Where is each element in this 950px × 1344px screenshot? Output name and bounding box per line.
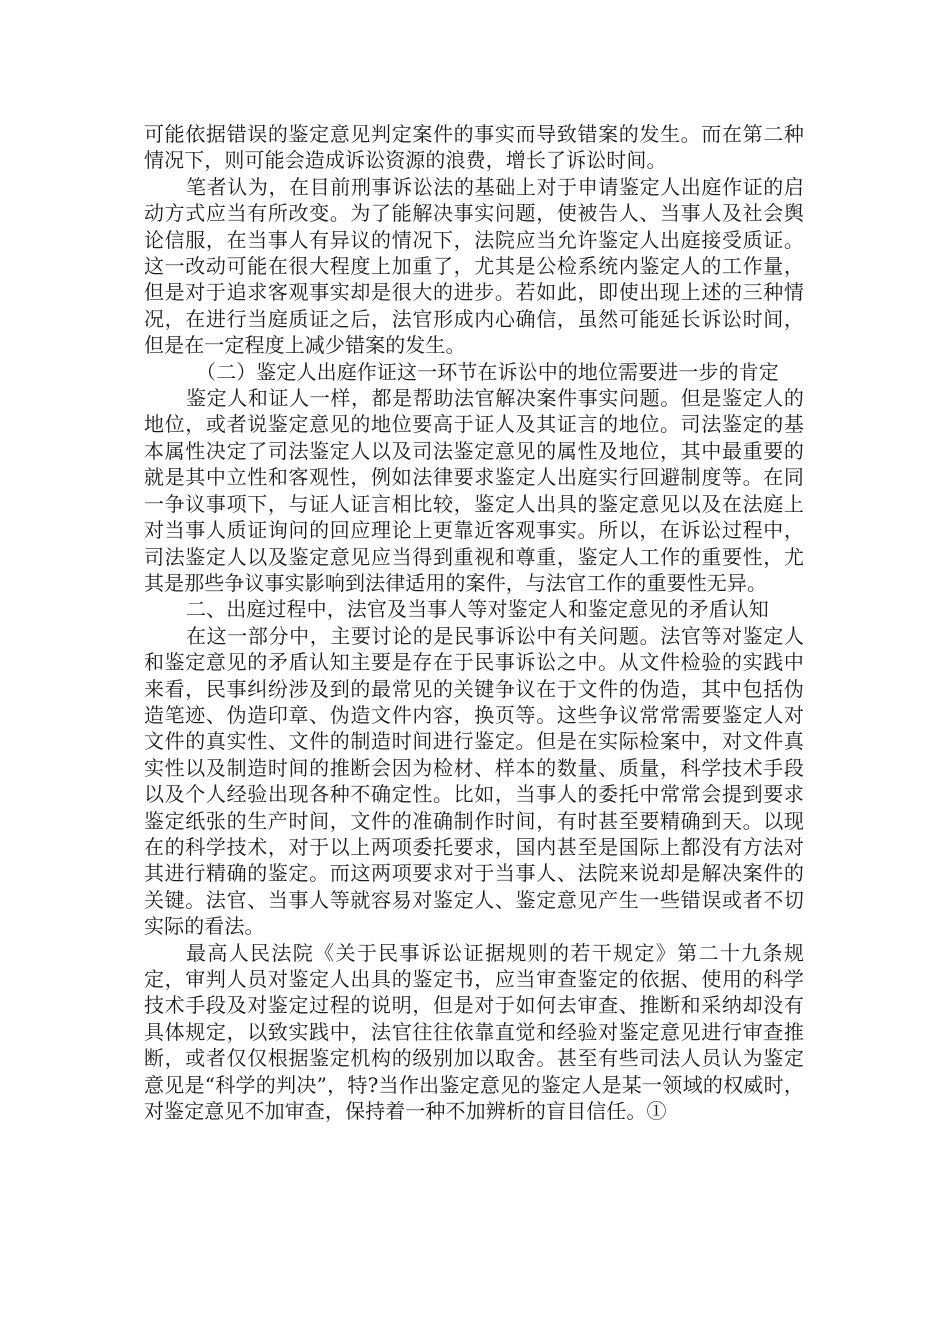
paragraph-civil-litigation: 在这一部分中，主要讨论的是民事诉讼中有关问题。法官等对鉴定人和鉴定意见的矛盾认知主要是存在于民事诉讼之中。从文件检验的实践中来看，民事纠纷涉及到的最常见的关键争议在于文件的伪造，其中包括伪造笔迹、伪造印章、伪造文件内容，换页等。这些争议常常需要鉴定人对文件的真实性、文件的制造时间进行鉴定。但是在实际检案中，对文件真实性以及制造时间的推断会因为检材、样本的数量、质量，科学技术手段以及个人经验出现各种不确定性。比如，当事人的委托中常常会提到要求鉴定纸张的生产时间，文件的准确制作时间，有时甚至要精确到天。以现在的科学技术，对于以上两项委托要求，国内甚至是国际上都没有方法对其进行精确的鉴定。而这两项要求对于当事人、法院来说却是解决案件的关键。法官、当事人等就容易对鉴定人、鉴定意见产生一些错误或者不切实际的看法。 [144,623,804,939]
paragraph-supreme-court-rules: 最高人民法院《关于民事诉讼证据规则的若干规定》第二十九条规定，审判人员对鉴定人出具的鉴定书，应当审查鉴定的依据、使用的科学技术手段及对鉴定过程的说明，但是对于如何去审查、推断和采纳却没有具体规定，以致实践中，法官往往依靠直觉和经验对鉴定意见进行审查推断，或者仅仅根据鉴定机构的级别加以取舍。甚至有些司法人员认为鉴定意见是“科学的判决”，特?当作出鉴定意见的鉴定人是某一领域的权威时，对鉴定意见不加审查，保持着一种不加辨析的盲目信任。① [144,940,804,1124]
section-heading-2: （二）鉴定人出庭作证这一环节在诉讼中的地位需要进一步的肯定 [196,359,779,384]
section-heading-two: 二、出庭过程中，法官及当事人等对鉴定人和鉴定意见的矛盾认知 [186,597,769,622]
paragraph-author-view: 笔者认为，在目前刑事诉讼法的基础上对于申请鉴定人出庭作证的启动方式应当有所改变。为了能解决事实问题，使被告人、当事人及社会舆论信服，在当事人有异议的情况下，法院应当允许鉴定人出庭接受质证。这一改动可能在很大程度上加重了，尤其是公检系统内鉴定人的工作量，但是对于追求客观事实却是很大的进步。若如此，即使出现上述的三种情况，在进行当庭质证之后，法官形成内心确信，虽然可能延长诉讼时间，但是在一定程度上减少错案的发生。 [144,174,804,358]
document-page [144,121,804,1124]
paragraph-continuation: 可能依据错误的鉴定意见判定案件的事实而导致错案的发生。而在第二种情况下，则可能会造成诉讼资源的浪费，增长了诉讼时间。 [144,122,804,173]
paragraph-expert-status: 鉴定人和证人一样，都是帮助法官解决案件事实问题。但是鉴定人的地位，或者说鉴定意见的地位要高于证人及其证言的地位。司法鉴定的基本属性决定了司法鉴定人以及司法鉴定意见的属性及地位，其中最重要的就是其中立性和客观性，例如法律要求鉴定人出庭实行回避制度等。在同一争议事项下，与证人证言相比较，鉴定人出具的鉴定意见以及在法庭上对当事人质证询问的回应理论上更靠近客观事实。所以，在诉讼过程中，司法鉴定人以及鉴定意见应当得到重视和尊重，鉴定人工作的重要性，尤其是那些争议事实影响到法律适用的案件，与法官工作的重要性无异。 [144,386,804,595]
